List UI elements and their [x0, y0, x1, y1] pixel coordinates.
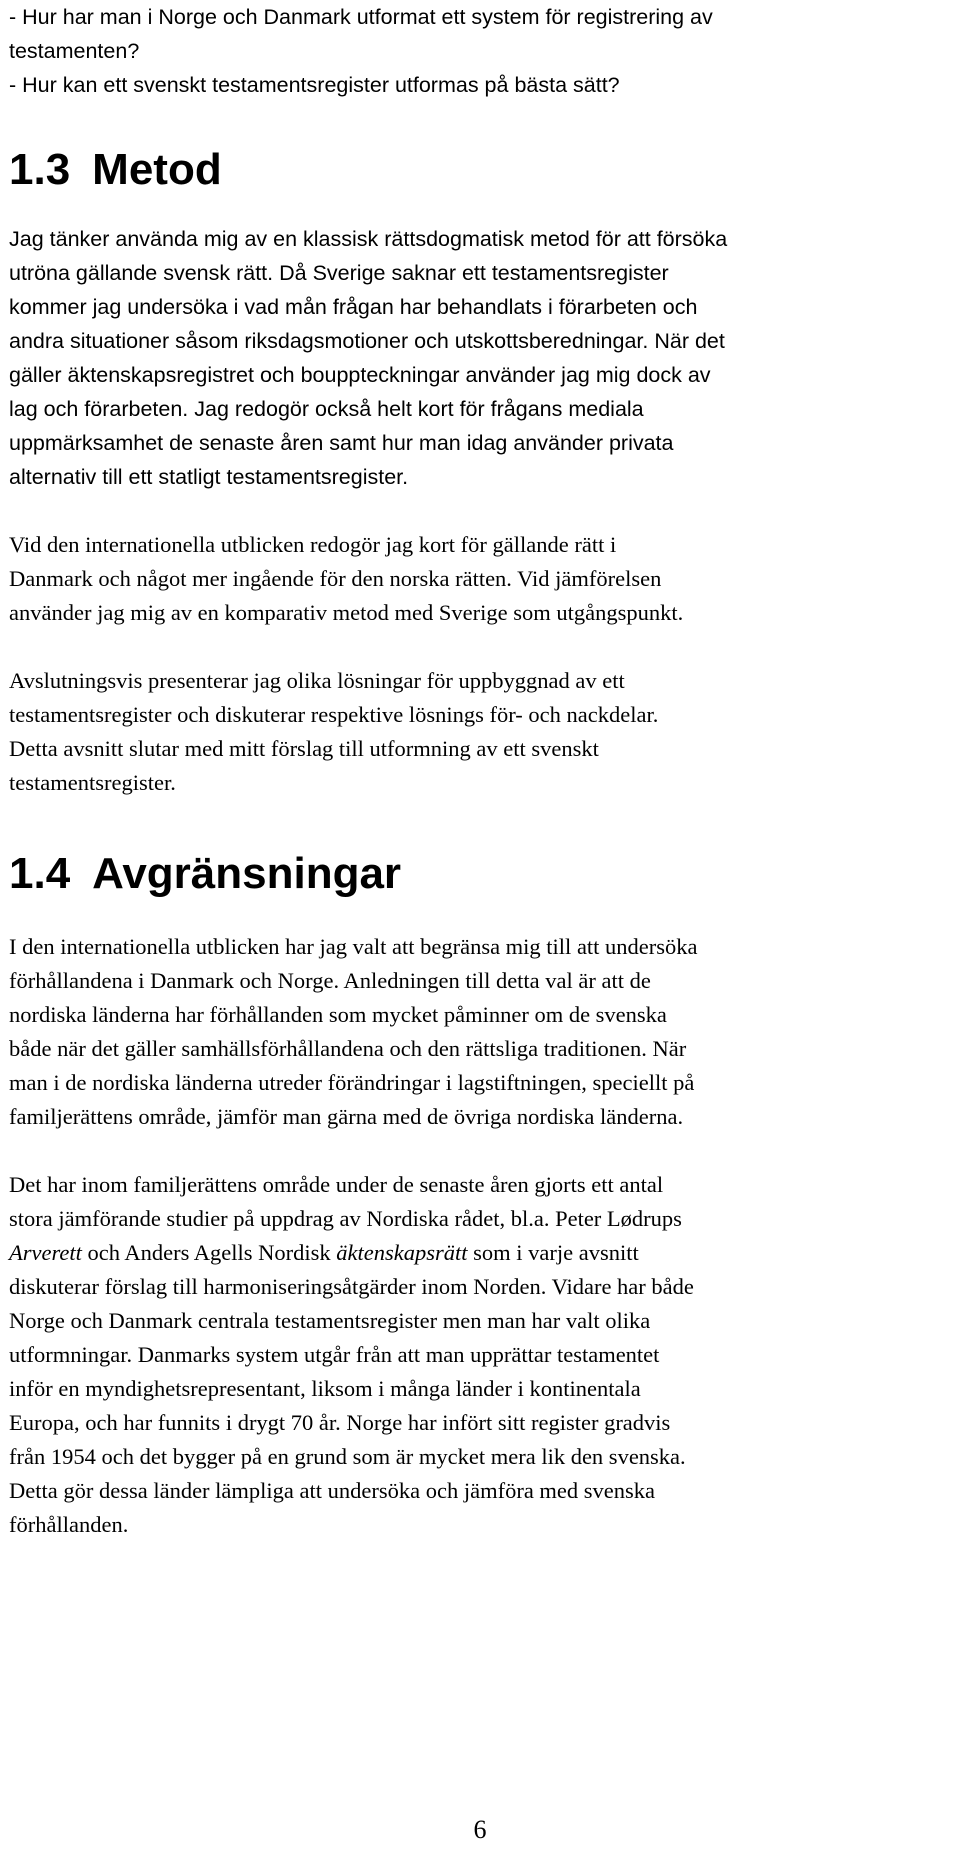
paragraph-line: Detta gör dessa länder lämpliga att undersöka och jämföra med svenska: [9, 1478, 656, 1503]
paragraph-line: gäller äktenskapsregistret och bouppteckningar använder jag mig dock av: [9, 363, 711, 387]
paragraph-line: diskuterar förslag till harmoniseringsåtgärder inom Norden. Vidare har både: [9, 1274, 694, 1299]
paragraph-span: och Anders Agells Nordisk: [81, 1240, 337, 1265]
paragraph-line: Det har inom familjerättens område under de senaste åren gjorts ett antal: [9, 1172, 664, 1197]
paragraph-span: andra situationer såsom riksdagsmotioner och utskottsberedningar.: [9, 329, 649, 353]
paragraph-span: När det: [654, 329, 725, 353]
paragraph-line: testamentsregister.: [9, 770, 176, 795]
paragraph-line: testamentsregister och diskuterar respektive lösnings för- och nackdelar.: [9, 702, 659, 727]
paragraph-line-with-titles: [9, 1236, 954, 1270]
metod-paragraph-3: [9, 664, 954, 800]
section-title: Avgränsningar: [92, 849, 402, 898]
paragraph-line: stora jämförande studier på uppdrag av Nordiska rådet, bl.a. Peter Lødrups: [9, 1206, 682, 1231]
paragraph-line: inför en myndighetsrepresentant, liksom i många länder i kontinentala: [9, 1376, 641, 1401]
paragraph-line: förhållandena i Danmark och Norge. Anledningen till detta val är att de: [9, 968, 651, 993]
metod-paragraph-2: [9, 528, 954, 630]
paragraph-line: Europa, och har funnits i drygt 70 år. Norge har infört sitt register gradvis: [9, 1410, 671, 1435]
paragraph-line: [9, 256, 954, 290]
section-title: Metod: [92, 145, 222, 194]
paragraph-span: utröna gällande svensk rätt.: [9, 261, 274, 285]
paragraph-line: Norge och Danmark centrala testamentsregister men man har valt olika: [9, 1308, 651, 1333]
book-title: Arverett: [9, 1240, 82, 1265]
paragraph-line: förhållanden.: [9, 1512, 129, 1537]
page-content: [9, 4, 954, 1542]
section-number: 1.4: [9, 849, 71, 898]
intro-question-line: - Hur kan ett svenskt testamentsregister utformas på bästa sätt?: [9, 73, 620, 97]
paragraph-span: Då Sverige saknar ett testamentsregister: [279, 261, 669, 285]
section-heading-metod: [9, 144, 954, 196]
paragraph-line: både när det gäller samhällsförhållandena och den rättsliga traditionen. När: [9, 1036, 687, 1061]
paragraph-line: från 1954 och det bygger på en grund som är mycket mera lik den svenska.: [9, 1444, 686, 1469]
paragraph-line: utformningar. Danmarks system utgår från att man upprättar testamentet: [9, 1342, 660, 1367]
intro-questions: [9, 0, 954, 102]
paragraph-line: kommer jag undersöka i vad mån frågan har behandlats i förarbeten och: [9, 295, 698, 319]
paragraph-span: Jag redogör också helt kort för frågans mediala: [194, 397, 644, 421]
section-number: 1.3: [9, 145, 71, 194]
avgransningar-paragraph-2: [9, 1168, 954, 1542]
section-heading-avgransningar: [9, 848, 954, 900]
intro-question-line: - Hur har man i Norge och Danmark utformat ett system för registrering av: [9, 5, 713, 29]
paragraph-span: lag och förarbeten.: [9, 397, 189, 421]
paragraph-line: Detta avsnitt slutar med mitt förslag till utformning av ett svenskt: [9, 736, 599, 761]
paragraph-line: Jag tänker använda mig av en klassisk rättsdogmatisk metod för att försöka: [9, 227, 728, 251]
paragraph-line: I den internationella utblicken har jag valt att begränsa mig till att undersöka: [9, 934, 698, 959]
paragraph-line: använder jag mig av en komparativ metod med Sverige som utgångspunkt.: [9, 600, 684, 625]
paragraph-line: Vid den internationella utblicken redogör jag kort för gällande rätt i: [9, 532, 617, 557]
paragraph-line: Danmark och något mer ingående för den norska rätten. Vid jämförelsen: [9, 566, 662, 591]
paragraph-line: alternativ till ett statligt testamentsregister.: [9, 465, 409, 489]
paragraph-line: familjerättens område, jämför man gärna med de övriga nordiska länderna.: [9, 1104, 684, 1129]
paragraph-line: [9, 392, 954, 426]
metod-paragraph-1: [9, 222, 954, 494]
paragraph-line: [9, 324, 954, 358]
intro-question-line: testamenten?: [9, 39, 140, 63]
book-title: äktenskapsrätt: [336, 1240, 468, 1265]
paragraph-line: nordiska länderna har förhållanden som mycket påminner om de svenska: [9, 1002, 667, 1027]
paragraph-line: man i de nordiska länderna utreder förändringar i lagstiftningen, speciellt på: [9, 1070, 695, 1095]
paragraph-line: uppmärksamhet de senaste åren samt hur man idag använder privata: [9, 431, 674, 455]
paragraph-line: Avslutningsvis presenterar jag olika lösningar för uppbyggnad av ett: [9, 668, 625, 693]
paragraph-span: som i varje avsnitt: [467, 1240, 639, 1265]
avgransningar-paragraph-1: [9, 930, 954, 1134]
page-number: 6: [473, 1815, 487, 1844]
